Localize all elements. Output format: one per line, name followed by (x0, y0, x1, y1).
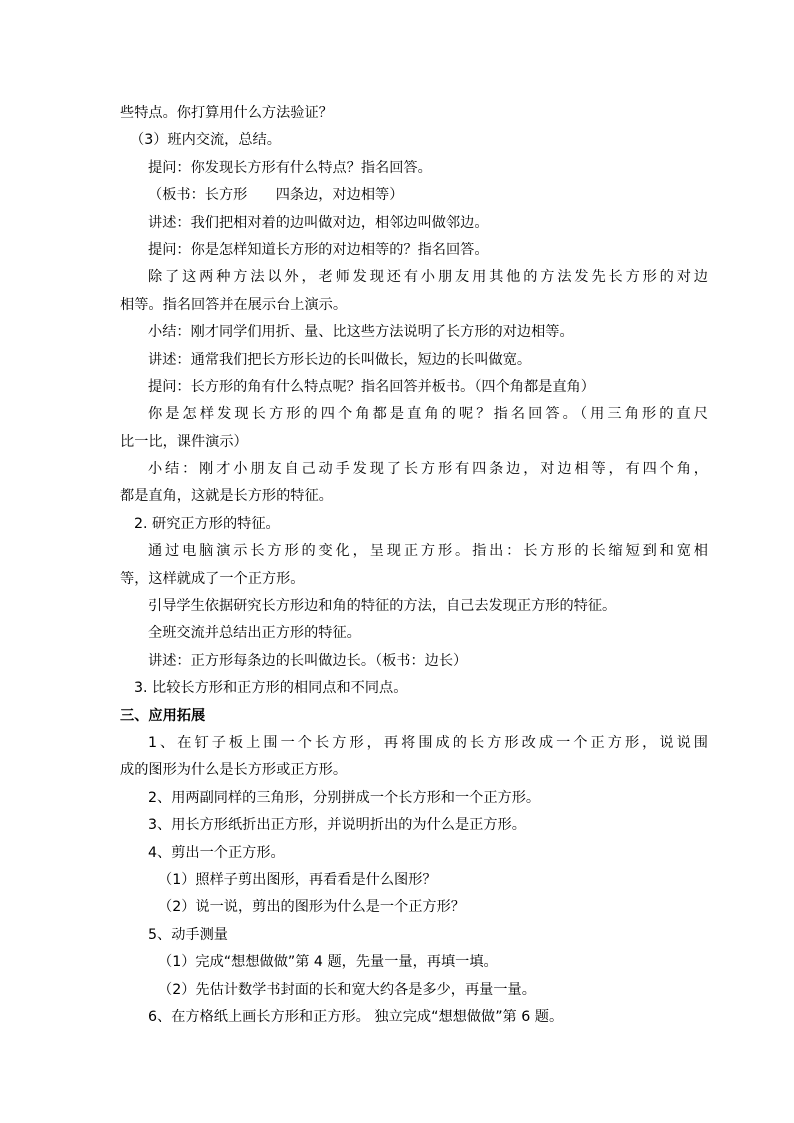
text-line: 些特点。你打算用什么方法验证？ (120, 105, 333, 121)
text-line: 都是直角，这就是长方形的特征。 (120, 488, 333, 505)
text-line: （1）完成“想想做做”第 4 题，先量一量，再填一填。 (158, 954, 498, 971)
text-line: 比一比，课件演示） (120, 433, 248, 450)
text-line: 成的图形为什么是长方形或正方形。 (120, 762, 348, 779)
text-line: 讲述：通常我们把长方形长边的长叫做长，短边的长叫做宽。 (148, 351, 532, 368)
text-line: 等，这样就成了一个正方形。 (120, 570, 305, 587)
text-line: （2）先估计数学书封面的长和宽大约各是多少，再量一量。 (158, 981, 536, 998)
text-line: （1）照样子剪出图形，再看看是什么图形？ (158, 871, 437, 888)
document-page (120, 100, 708, 1031)
section-heading: 2. 研究正方形的特征。 (134, 515, 280, 532)
text-line: 小结：刚才同学们用折、量、比这些方法说明了长方形的对边相等。 (148, 324, 574, 341)
text-line: 提问：长方形的角有什么特点呢？指名回答并板书。（四个角都是直角） (148, 378, 595, 395)
text-line: 讲述：正方形每条边的长叫做边长。（板书：边长） (148, 652, 468, 669)
text-line: 提问：你是怎样知道长方形的对边相等的？指名回答。 (148, 241, 489, 258)
text-line: 你是怎样发现长方形的四个角都是直角的呢？指名回答。（用三角形的直尺 (148, 406, 708, 423)
text-line: 小结：刚才小朋友自己动手发现了长方形有四条边，对边相等，有四个角， (148, 461, 708, 478)
text-line: （板书：长方形 四条边，对边相等） (148, 187, 404, 204)
section-heading: 3. 比较长方形和正方形的相同点和不同点。 (134, 680, 408, 697)
text-line: 1、在钉子板上围一个长方形，再将围成的长方形改成一个正方形，说说围 (148, 734, 708, 751)
text-line: 5、动手测量 (148, 926, 228, 943)
text-line: 引导学生依据研究长方形边和角的特征的方法，自己去发现正方形的特征。 (148, 598, 617, 615)
text-line: 提问：你发现长方形有什么特点？指名回答。 (148, 159, 432, 176)
chapter-heading: 三、应用拓展 (120, 707, 206, 724)
text-line: （2）说一说，剪出的图形为什么是一个正方形？ (158, 899, 465, 916)
text-line: 4、剪出一个正方形。 (148, 844, 285, 861)
text-line: 讲述：我们把相对着的边叫做对边，相邻边叫做邻边。 (148, 214, 489, 231)
text-line: 2、用两副同样的三角形，分别拼成一个长方形和一个正方形。 (148, 789, 541, 806)
text-line: 6、在方格纸上画长方形和正方形。 独立完成“想想做做”第 6 题。 (148, 1008, 564, 1025)
text-line: 通过电脑演示长方形的变化，呈现正方形。指出：长方形的长缩短到和宽相 (148, 543, 708, 560)
text-line: 3、用长方形纸折出正方形，并说明折出的为什么是正方形。 (148, 817, 526, 834)
text-line: 除了这两种方法以外，老师发现还有小朋友用其他的方法发先长方形的对边 (148, 269, 708, 286)
text-line: 相等。指名回答并在展示台上演示。 (120, 296, 348, 313)
text-line: （3）班内交流，总结。 (130, 132, 281, 149)
text-line: 全班交流并总结出正方形的特征。 (148, 625, 361, 642)
